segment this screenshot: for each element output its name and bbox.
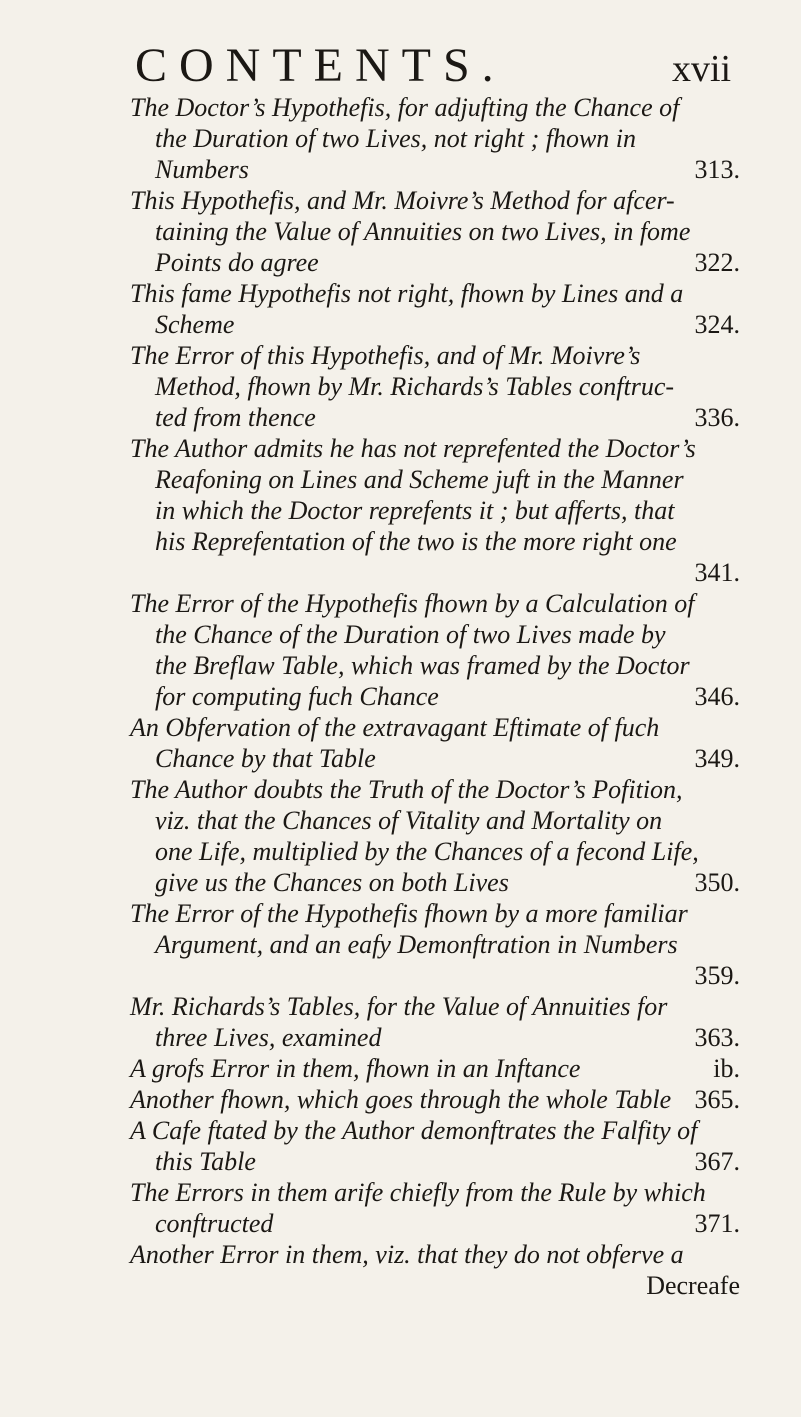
catchword: Decreafe xyxy=(646,1271,740,1300)
entry-line: the Breflaw Table, which was framed by the Doctor xyxy=(155,651,690,680)
page-header xyxy=(0,38,801,94)
entry-line: in which the Doctor reprefents it ; but afferts, that xyxy=(155,496,675,525)
entry-line: viz. that the Chances of Vitality and Mortality on xyxy=(155,806,663,835)
entry-line: An Obfervation of the extravagant Eftimate of fuch xyxy=(130,713,660,742)
contents-entry xyxy=(130,433,740,588)
entry-line: this Table xyxy=(155,1147,256,1176)
entry-page-number: 367. xyxy=(694,1147,740,1176)
entry-line: The Error of the Hypothefis fhown by a more familiar xyxy=(130,899,688,928)
entry-line: Points do agree xyxy=(155,248,319,277)
entry-line: the Chance of the Duration of two Lives made by xyxy=(155,620,666,649)
contents-entry xyxy=(130,774,740,898)
contents-entry xyxy=(130,712,740,774)
entry-page-number: 341. xyxy=(694,558,740,587)
entry-last-line xyxy=(130,743,740,774)
catchword-line xyxy=(130,1270,740,1301)
entry-last-line xyxy=(130,1053,740,1084)
entry-line: one Life, multiplied by the Chances of a fecond Life, xyxy=(155,837,699,866)
entry-line: The Errors in them arife chiefly from the Rule by which xyxy=(130,1178,706,1207)
entry-line: The Author admits he has not reprefented the Doctor’s xyxy=(130,434,696,463)
entry-line: Argument, and an eafy Demonftration in Numbers xyxy=(155,930,678,959)
entry-line: The Author doubts the Truth of the Doctor’s Pofition, xyxy=(130,775,683,804)
entry-line: for computing fuch Chance xyxy=(155,682,439,711)
entry-line: A Cafe ftated by the Author demonftrates the Falfity of xyxy=(130,1116,698,1145)
entry-line: his Reprefentation of the two is the more right one xyxy=(155,527,677,556)
entry-line: Another Error in them, viz. that they do not obferve a xyxy=(130,1240,684,1269)
entry-last-line xyxy=(130,1208,740,1239)
entry-last-line xyxy=(130,154,740,185)
entry-last-line xyxy=(130,1022,740,1053)
entry-last-line xyxy=(130,247,740,278)
contents-entry xyxy=(130,588,740,712)
entry-last-line xyxy=(130,681,740,712)
entry-page-number: ib. xyxy=(713,1054,740,1083)
entry-line: The Doctor’s Hypothefis, for adjufting the Chance of xyxy=(130,93,680,122)
contents-entry xyxy=(130,340,740,433)
contents-entry xyxy=(130,898,740,991)
contents-entry xyxy=(130,1239,740,1301)
entry-line: conftructed xyxy=(155,1209,274,1238)
entry-page-number: 371. xyxy=(694,1209,740,1238)
entry-line: the Duration of two Lives, not right ; fhown in xyxy=(155,124,637,153)
entry-line: Mr. Richards’s Tables, for the Value of Annuities for xyxy=(130,992,668,1021)
entry-line: Scheme xyxy=(155,310,235,339)
page-number-roman: xvii xyxy=(672,48,732,90)
entry-last-line xyxy=(130,1146,740,1177)
contents-entry xyxy=(130,1053,740,1084)
entry-page-number: 346. xyxy=(694,682,740,711)
entry-line: give us the Chances on both Lives xyxy=(155,868,509,897)
contents-entry xyxy=(130,991,740,1053)
entry-line: Another fhown, which goes through the whole Table xyxy=(130,1085,672,1114)
entry-page-number: 365. xyxy=(694,1085,740,1114)
entry-last-line xyxy=(130,402,740,433)
entry-line: The Error of the Hypothefis fhown by a Calculation of xyxy=(130,589,695,618)
entry-line: three Lives, examined xyxy=(155,1023,382,1052)
entry-line: ted from thence xyxy=(155,403,316,432)
contents-entry xyxy=(130,1084,740,1115)
entry-line: This fame Hypothefis not right, fhown by Lines and a xyxy=(130,279,684,308)
entry-line: A grofs Error in them, fhown in an Inftance xyxy=(130,1054,581,1083)
contents-list xyxy=(130,92,740,1301)
entry-page-number: 324. xyxy=(694,310,740,339)
entry-page-number: 349. xyxy=(694,744,740,773)
entry-line: The Error of this Hypothefis, and of Mr. Moivre’s xyxy=(130,341,641,370)
entry-line: Numbers xyxy=(155,155,249,184)
entry-line: Method, fhown by Mr. Richards’s Tables conftruc- xyxy=(155,372,675,401)
entry-line: Chance by that Table xyxy=(155,744,376,773)
entry-last-line xyxy=(130,1084,740,1115)
entry-page-line xyxy=(130,557,740,588)
entry-page-number: 322. xyxy=(694,248,740,277)
contents-entry xyxy=(130,1115,740,1177)
contents-entry xyxy=(130,92,740,185)
entry-page-number: 336. xyxy=(694,403,740,432)
entry-page-line xyxy=(130,960,740,991)
entry-page-number: 359. xyxy=(694,961,740,990)
entry-line: This Hypothefis, and Mr. Moivre’s Method for afcer- xyxy=(130,186,675,215)
contents-heading: CONTENTS. xyxy=(135,39,506,92)
contents-entry xyxy=(130,1177,740,1239)
entry-page-number: 350. xyxy=(694,868,740,897)
entry-line: taining the Value of Annuities on two Lives, in fome xyxy=(155,217,691,246)
entry-last-line xyxy=(130,867,740,898)
entry-line: Reafoning on Lines and Scheme juft in the Manner xyxy=(155,465,684,494)
entry-page-number: 363. xyxy=(694,1023,740,1052)
entry-last-line xyxy=(130,309,740,340)
contents-entry xyxy=(130,278,740,340)
contents-entry xyxy=(130,185,740,278)
entry-page-number: 313. xyxy=(694,155,740,184)
